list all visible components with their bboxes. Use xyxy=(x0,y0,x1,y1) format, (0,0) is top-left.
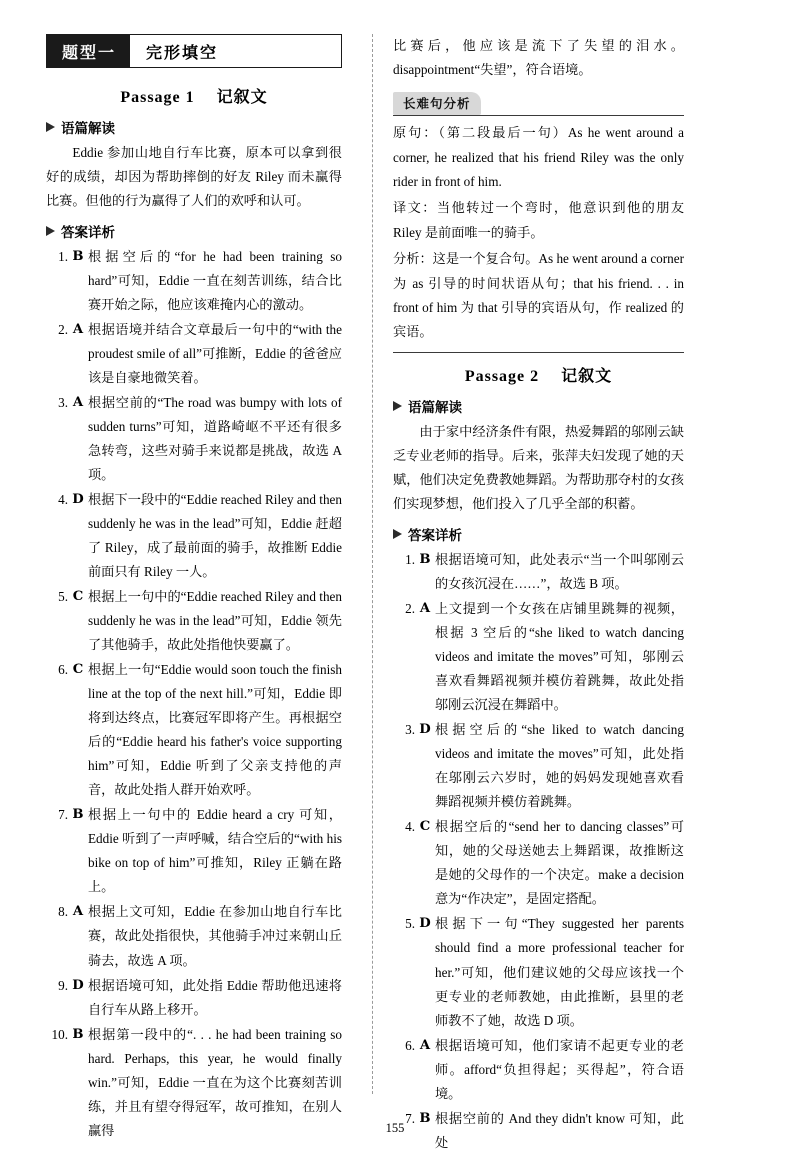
passage-2-answers-heading xyxy=(393,524,684,544)
item-number: 8. xyxy=(58,904,68,920)
passage-2-reading-heading-label: 语篇解读 xyxy=(408,400,462,417)
analysis-translation xyxy=(393,196,684,245)
item-explanation: 根据上一句中的“Eddie reached Riley and then suddenly he was in the lead”可知，Eddie 领先了其他骑手，故此处指他快要赢了。 xyxy=(88,589,342,653)
section-banner-title: 完形填空 xyxy=(130,34,342,68)
passage-2-type: 记叙文 xyxy=(561,366,613,386)
triangle-bullet-icon xyxy=(393,401,402,411)
list-item xyxy=(46,391,342,487)
item-answer: B xyxy=(419,1110,431,1126)
item-number: 1. xyxy=(58,249,68,265)
item-explanation: 根据语境可知，他们家请不起更专业的老师。afford“负担得起；买得起”，符合语境。 xyxy=(435,1037,684,1101)
analysis-parse xyxy=(393,247,684,344)
passage-2-title xyxy=(393,363,684,386)
triangle-bullet-icon xyxy=(46,226,55,236)
passage-2-reading-heading xyxy=(393,396,684,416)
item-explanation: 根据语境可知，此处表示“当一个叫邬刚云的女孩沉浸在……”，故选 B 项。 xyxy=(435,552,684,592)
item-number: 1. xyxy=(405,552,415,568)
passage-2-answers-heading-label: 答案详析 xyxy=(408,528,462,545)
item-answer: A xyxy=(72,904,84,920)
list-item xyxy=(46,803,342,899)
item-answer: A xyxy=(419,601,431,617)
item-explanation: 根据上一句“Eddie would soon touch the finish line at the top of the next hill.”可知，Eddie 即将到达终点，比赛冠军即将产生。再根据空后的“Eddie heard his father's voice supporting him”可知，Eddie 听到了父亲支持他的声音，故此处指人群开始欢呼。 xyxy=(88,662,342,798)
item-answer: B xyxy=(419,552,431,568)
item-number: 3. xyxy=(405,722,415,738)
item-number: 3. xyxy=(58,395,68,411)
list-item xyxy=(46,974,342,1022)
item-number: 9. xyxy=(58,977,68,993)
passage-1-reading-heading-label: 语篇解读 xyxy=(61,121,115,137)
list-item xyxy=(393,815,684,911)
passage-1-answers-heading-label: 答案详析 xyxy=(61,225,115,242)
item-explanation: 根据上文可知，Eddie 在参加山地自行车比赛，故此处指很快，其他骑手冲过来朝山丘骑去，故选 A 项。 xyxy=(88,904,342,968)
item-answer: B xyxy=(72,249,84,265)
analysis-translation-text: 当他转过一个弯时，他意识到他的朋友 Riley 是前面唯一的骑手。 xyxy=(393,200,685,241)
analysis-tag: 长难句分析 xyxy=(393,92,481,115)
passage-1-number: Passage 1 xyxy=(120,89,195,106)
analysis-original-text: （第二段最后一句）As he went around a corner, he realized that his friend Riley was the only rider in front of him. xyxy=(393,125,685,190)
item-number: 6. xyxy=(405,1037,415,1053)
item-answer: B xyxy=(72,1026,84,1042)
list-item xyxy=(393,597,684,717)
item-answer: C xyxy=(72,589,84,605)
item-number: 7. xyxy=(405,1110,415,1126)
section-banner-label: 题型一 xyxy=(46,34,130,68)
item-answer: A xyxy=(72,322,84,338)
passage-1-reading-heading xyxy=(46,117,342,137)
list-item xyxy=(46,658,342,802)
item-number: 5. xyxy=(58,589,68,605)
item-explanation: 根据语境并结合文章最后一句中的“with the proudest smile of all”可推断，Eddie 的爸爸应该是自豪地微笑着。 xyxy=(88,322,342,386)
passage-1-answers-heading xyxy=(46,221,342,241)
analysis-box xyxy=(393,115,684,353)
item-explanation: 根据空前的“The road was bumpy with lots of sudden turns”可知，道路崎岖不平还有很多急转弯，这些对骑手来说都是挑战，故选 A 项。 xyxy=(88,395,342,483)
list-item xyxy=(393,1034,684,1106)
list-item xyxy=(393,718,684,814)
item-explanation: 根据语境可知，此处指 Eddie 帮助他迅速将自行车从路上移开。 xyxy=(88,977,342,1017)
item-explanation: 上文提到一个女孩在店铺里跳舞的视频，根据 3 空后的“she liked to watch dancing videos and imitate the moves”可知，邬刚云喜欢看舞蹈视频并模仿着跳舞，故此处指邬刚云沉浸在舞蹈中。 xyxy=(435,601,684,713)
passage-2-reading-text: 由于家中经济条件有限，热爱舞蹈的邬刚云缺乏专业老师的指导。后来，张萍夫妇发现了她的天赋，他们决定免费教她舞蹈。为帮助那夺村的女孩们实现梦想，他们投入了几乎全部的积蓄。 xyxy=(393,424,684,512)
list-item xyxy=(46,488,342,584)
item-number: 10. xyxy=(51,1026,68,1042)
item-explanation: 根据空后的“send her to dancing classes”可知，她的父母送她去上舞蹈课，故推断这是她的父母作的一个决定。make a decision 意为“作决定”，是固定搭配。 xyxy=(435,819,684,907)
list-item xyxy=(393,912,684,1032)
analysis-translation-label: 译文： xyxy=(393,201,437,217)
item-explanation: 根据空前的 And they didn't know 可知，此处 xyxy=(435,1110,684,1150)
item-answer: D xyxy=(72,977,84,993)
item-number: 2. xyxy=(58,322,68,338)
item-number: 4. xyxy=(405,819,415,835)
passage-2-answer-list xyxy=(393,548,684,1154)
list-item xyxy=(46,318,342,390)
analysis-original xyxy=(393,121,684,194)
item-answer: B xyxy=(72,807,84,823)
item-answer: C xyxy=(419,819,431,835)
item-answer: C xyxy=(72,662,84,678)
item-answer: D xyxy=(419,722,431,738)
item-explanation: 根据空后的“she liked to watch dancing videos and imitate the moves”可知，此处指在邬刚云六岁时，她的妈妈发现她喜欢看舞蹈视频并模仿着跳舞。 xyxy=(435,722,684,810)
triangle-bullet-icon xyxy=(393,529,402,539)
list-item xyxy=(393,548,684,596)
item-explanation: 根据第一段中的“. . . he had been training so hard. Perhaps, this year, he would finally win.”可知，Eddie 一直在为这个比赛刻苦训练，并且有望夺得冠军，故可推知，在别人赢得 xyxy=(88,1026,342,1138)
item-number: 5. xyxy=(405,916,415,932)
list-item xyxy=(46,245,342,317)
item-number: 6. xyxy=(58,662,68,678)
item-number: 7. xyxy=(58,807,68,823)
section-banner xyxy=(46,34,342,68)
list-item xyxy=(46,585,342,657)
left-column xyxy=(46,34,358,1138)
continued-explanation: 比赛后，他应该是流下了失望的泪水。disappointment“失望”，符合语境。 xyxy=(393,38,684,78)
passage-1-reading-text: Eddie 参加山地自行车比赛，原本可以拿到很好的成绩，却因为帮助摔倒的好友 Riley 而未赢得比赛。但他的行为赢得了人们的欢呼和认可。 xyxy=(46,145,342,209)
analysis-parse-label: 分析： xyxy=(393,252,433,268)
item-answer: D xyxy=(419,916,431,932)
list-item xyxy=(46,900,342,972)
item-answer: A xyxy=(419,1037,431,1053)
analysis-original-label: 原句： xyxy=(393,126,439,142)
item-explanation: 根据下一段中的“Eddie reached Riley and then suddenly he was in the lead”可知，Eddie 赶超了 Riley，成了最前面的骑手，故推断 Eddie 前面只有 Riley 一人。 xyxy=(88,492,342,580)
analysis-parse-text: 这是一个复合句。As he went around a corner 为 as 引导的时间状语从句；that his friend. . . in front of him 为 that 引导的宾语从句，作 realized 的宾语。 xyxy=(393,251,684,340)
triangle-bullet-icon xyxy=(46,122,55,132)
item-explanation: 根据下一句“They suggested her parents should find a more professional teacher for her.”可知，他们建议她的父母应该找一个更专业的老师教她，由此推断，县里的老师教不了她，故选 D 项。 xyxy=(435,916,684,1028)
passage-1-title xyxy=(46,84,342,107)
item-answer: A xyxy=(72,395,84,411)
item-number: 2. xyxy=(405,601,415,617)
passage-2-number: Passage 2 xyxy=(464,368,540,386)
passage-1-answer-list xyxy=(46,245,342,1143)
item-number: 4. xyxy=(58,492,68,508)
passage-1-type: 记叙文 xyxy=(216,87,268,106)
item-answer: D xyxy=(72,492,84,508)
item-explanation: 根据上一句中的 Eddie heard a cry 可知，Eddie 听到了一声呼喊，结合空后的“with his bike on top of him”可推知，Riley 正躺在路上。 xyxy=(88,807,342,895)
page-number: 155 xyxy=(385,1121,405,1135)
item-explanation: 根据空后的“for he had been training so hard”可知，Eddie 一直在刻苦训练，结合比赛开始之际，他应该难掩内心的激动。 xyxy=(88,249,342,313)
